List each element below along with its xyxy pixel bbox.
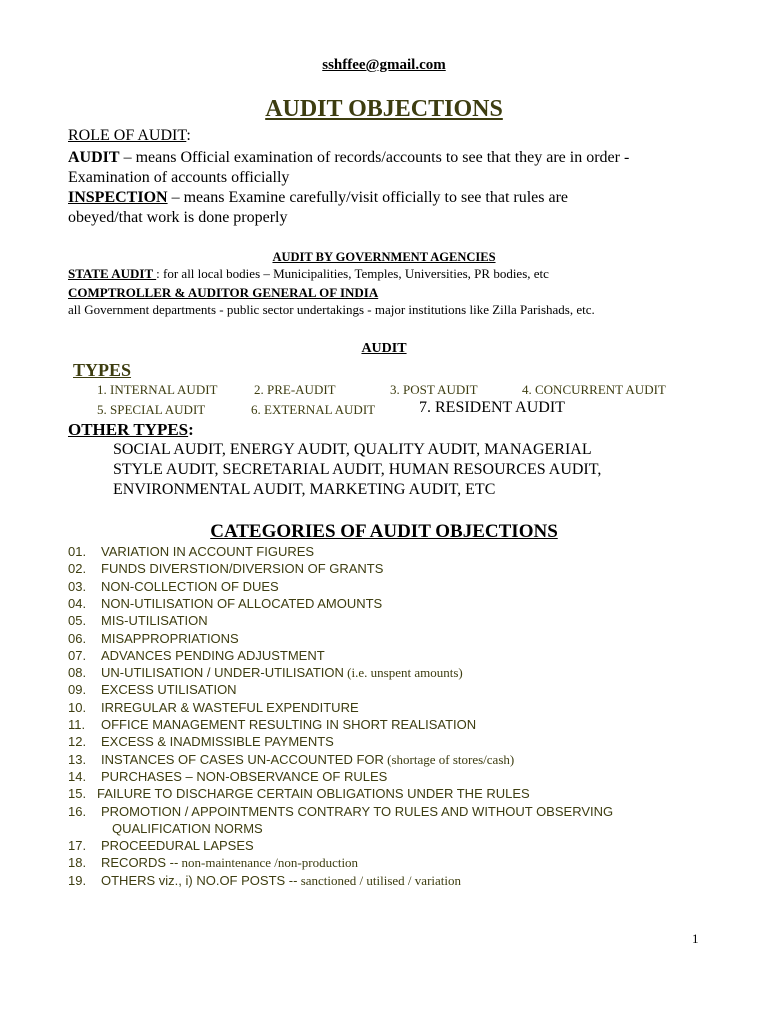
category-number: 19. [68,872,87,888]
category-label: VARIATION IN ACCOUNT FIGURES [101,544,315,559]
category-number: 15. [68,786,87,802]
category-item [0,700,768,717]
category-number: 09. [68,682,87,698]
category-label: UN-UTILISATION / UNDER-UTILISATION [101,665,344,681]
category-label: NON-UTILISATION OF ALLOCATED AMOUNTS [101,595,383,611]
category-item [0,838,768,855]
category-number: 08. [68,665,87,681]
state-audit-term: STATE AUDIT [68,266,157,281]
role-heading-suffix: : [186,127,191,144]
state-audit-def: : for all local bodies – Municipalities, Temples, Universities, PR bodies, etc [156,266,549,281]
category-text [101,579,279,595]
type-item: 6. EXTERNAL AUDIT [251,402,376,417]
category-item [0,873,768,890]
types-row-1 [97,382,717,400]
category-item [0,734,768,751]
category-label: EXCESS & INADMISSIBLE PAYMENTS [101,734,334,750]
category-item [0,631,768,648]
category-item [0,682,768,699]
category-text [101,734,334,750]
category-note: sanctioned / utilised / variation [297,872,462,888]
types-row-2 [97,399,717,422]
category-item [0,769,768,786]
category-number: 07. [68,647,87,663]
other-types-line-3: ENVIRONMENTAL AUDIT, MARKETING AUDIT, ETC [113,481,496,498]
audit-def-1: – means Official examination of records/accounts to see that they are in order - [119,149,630,166]
category-number: 18. [68,855,87,871]
category-text [101,752,514,768]
category-text [101,769,387,785]
page-number: 1 [692,931,699,946]
category-text [101,838,254,854]
inspection-definition-line2: obeyed/that work is done properly [68,209,288,226]
category-item [0,544,768,561]
other-types-suffix: : [188,420,194,439]
audit-definition-line1 [68,149,629,167]
category-label: FAILURE TO DISCHARGE CERTAIN OBLIGATIONS UNDER THE RULES [97,786,530,802]
types-heading: TYPES [73,360,132,380]
category-item [0,752,768,769]
category-item [0,596,768,613]
category-label: MISAPPROPRIATIONS [101,630,239,646]
category-item [0,579,768,596]
role-heading-text: ROLE OF AUDIT [68,127,187,144]
category-item [0,786,768,803]
category-text [101,804,613,820]
category-text [101,717,476,733]
category-number: 13. [68,751,87,767]
category-number: 03. [68,578,87,594]
category-number: 14. [68,768,87,784]
category-note: (shortage of stores/cash) [383,751,515,767]
category-label: OTHERS viz., i) NO.OF POSTS -- [101,872,298,888]
category-text [101,544,314,560]
other-types-line-1: SOCIAL AUDIT, ENERGY AUDIT, QUALITY AUDIT, MANAGERIAL [113,441,592,458]
category-label: QUALIFICATION NORMS [112,820,263,836]
category-text [101,682,237,698]
category-text [101,665,463,681]
state-audit-line [68,266,549,282]
category-label: IRREGULAR & WASTEFUL EXPENDITURE [101,699,359,715]
category-item [0,855,768,872]
category-label: NON-COLLECTION OF DUES [101,578,279,594]
category-label: ADVANCES PENDING ADJUSTMENT [101,647,325,663]
other-types-heading-text: OTHER TYPES [68,420,189,439]
role-heading [68,127,191,145]
inspection-definition-line1 [68,189,568,207]
category-text [101,631,239,647]
category-note: (i.e. unspent amounts) [343,665,463,681]
category-item [0,561,768,578]
cag-definition: all Government departments - public sector undertakings - major institutions like Zilla Parishads, etc. [68,302,595,317]
cag-heading: COMPTROLLER & AUDITOR GENERAL OF INDIA [68,285,379,300]
category-item [0,804,768,821]
agencies-heading: AUDIT BY GOVERNMENT AGENCIES [272,250,496,264]
category-label: PURCHASES – NON-OBSERVANCE OF RULES [101,768,388,784]
audit-definition-line2: Examination of accounts officially [68,169,290,186]
category-item [0,613,768,630]
type-item: 3. POST AUDIT [390,382,478,397]
type-item: 7. RESIDENT AUDIT [419,399,565,416]
category-number: 12. [68,734,87,750]
category-label: PROCEEDURAL LAPSES [101,838,254,854]
category-text [112,821,263,837]
type-item: 2. PRE-AUDIT [254,382,336,397]
category-label: OFFICE MANAGEMENT RESULTING IN SHORT REALISATION [101,717,477,732]
category-label: PROMOTION / APPOINTMENTS CONTRARY TO RULES AND WITHOUT OBSERVING [101,803,614,819]
email-header[interactable]: sshffee@gmail.com [322,57,446,73]
other-types-line-2: STYLE AUDIT, SECRETARIAL AUDIT, HUMAN RESOURCES AUDIT, [113,461,602,478]
category-text [101,561,383,577]
page-title: AUDIT OBJECTIONS [265,96,503,122]
category-number: 11. [68,717,86,732]
categories-heading: CATEGORIES OF AUDIT OBJECTIONS [210,521,558,542]
category-number: 02. [68,561,87,577]
category-label: EXCESS UTILISATION [101,682,237,698]
category-number: 04. [68,595,87,611]
inspection-def-1: – means Examine carefully/visit officially to see that rules are [167,189,569,206]
category-number: 05. [68,613,87,629]
category-text [101,700,359,716]
type-item: 1. INTERNAL AUDIT [97,382,218,397]
category-number: 10. [68,699,87,715]
category-item [0,717,768,734]
category-note: non-maintenance /non-production [178,855,359,871]
category-number: 06. [68,630,87,646]
category-number: 16. [68,803,87,819]
category-label: RECORDS -- [101,855,179,871]
category-text [101,613,208,629]
type-item: 5. SPECIAL AUDIT [97,402,206,417]
category-text [101,855,358,871]
inspection-term: INSPECTION [68,189,168,206]
category-label: MIS-UTILISATION [101,613,208,629]
category-number: 01. [68,544,87,559]
other-types-heading [68,420,194,440]
audit-section-heading: AUDIT [361,341,407,356]
category-text [101,873,461,889]
audit-term: AUDIT [68,149,120,166]
category-number: 17. [68,838,87,854]
category-text [101,648,325,664]
category-label: INSTANCES OF CASES UN-ACCOUNTED FOR [101,751,384,767]
type-item: 4. CONCURRENT AUDIT [522,382,666,397]
category-item [0,821,768,838]
category-text [101,596,382,612]
category-item [0,648,768,665]
category-text [97,786,530,802]
category-item [0,665,768,682]
category-label: FUNDS DIVERSTION/DIVERSION OF GRANTS [101,561,384,577]
